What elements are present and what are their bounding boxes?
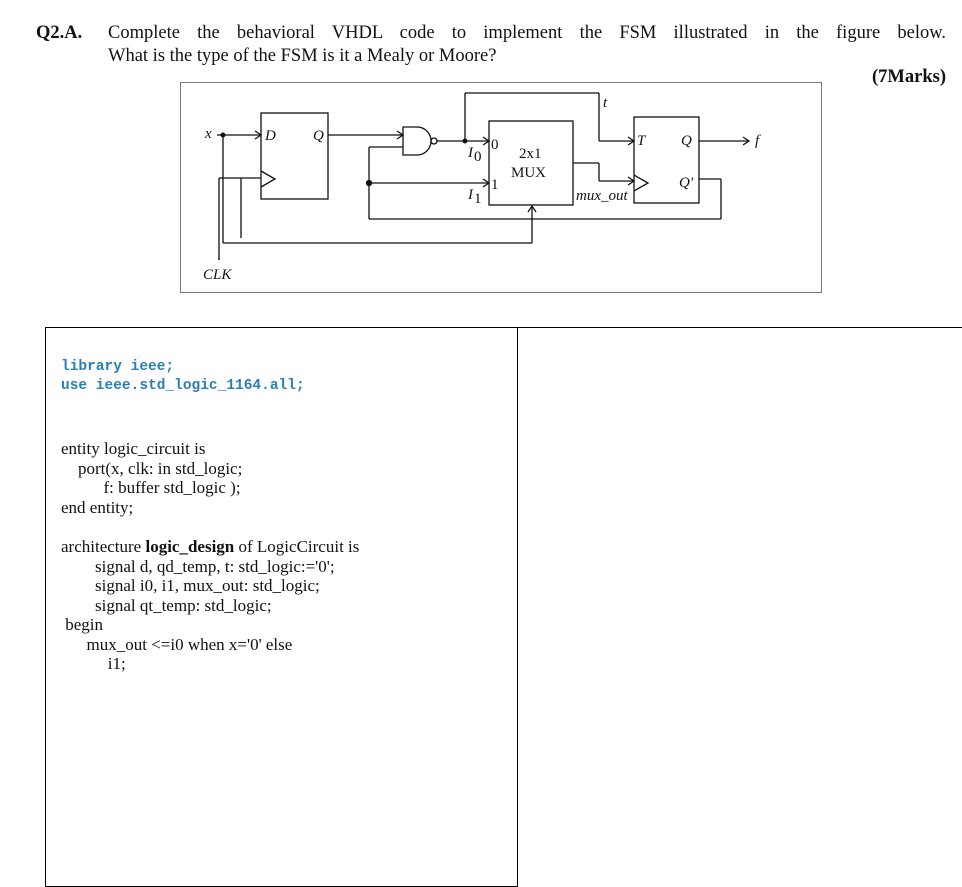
fsm-circuit-figure: [180, 82, 822, 293]
code-line-port: port(x, clk: in std_logic;: [61, 459, 243, 478]
question-text: [108, 22, 946, 68]
mux-input-0: 0: [491, 137, 499, 153]
x-label: x: [205, 126, 212, 142]
code-line-f: f: buffer std_logic );: [61, 478, 241, 497]
answer-table: [45, 327, 962, 887]
qbar-label: Q': [679, 175, 694, 191]
q2-label: Q: [681, 133, 692, 149]
code-line-architecture: [61, 537, 359, 557]
question-number: Q2.A.: [36, 23, 83, 43]
and-gate-shape: [403, 127, 431, 155]
code-cell[interactable]: [45, 327, 518, 887]
and-output-junction-dot: [463, 139, 468, 144]
arch-prefix: architecture: [61, 537, 146, 556]
d-ff-clock-triangle: [261, 171, 275, 187]
code-line-signal-3: signal qt_temp: std_logic;: [61, 596, 272, 615]
code-line-use: use ieee.std_logic_1164.all;: [61, 378, 305, 394]
t-wire-label: t: [603, 95, 608, 111]
i0-subscript: 0: [474, 149, 482, 165]
code-line-signal-2: signal i0, i1, mux_out: std_logic;: [61, 576, 320, 595]
t-input-label: T: [637, 133, 646, 149]
i0-label: I: [468, 145, 473, 161]
question-line-2: What is the type of the FSM is it a Mealy or Moore?: [108, 46, 497, 66]
answer-cell[interactable]: [517, 327, 962, 887]
mux-label-2x1: 2x1: [519, 146, 542, 162]
code-line-entity: entity logic_circuit is: [61, 439, 206, 458]
code-line-mux-1: mux_out <=i0 when x='0' else: [61, 635, 293, 654]
arch-name: logic_design: [145, 537, 235, 556]
x-junction-dot: [221, 133, 226, 138]
code-line-signal-1: signal d, qd_temp, t: std_logic:='0';: [61, 557, 335, 576]
mux-box: [489, 121, 573, 205]
circuit-diagram: [181, 83, 823, 294]
code-line-library: library ieee;: [61, 359, 175, 375]
code-line-mux-2: i1;: [61, 654, 126, 673]
q1-label: Q: [313, 128, 324, 144]
mux-out-label: mux_out: [576, 188, 628, 204]
code-line-begin: begin: [61, 615, 104, 634]
question-line-1: Complete the behavioral VHDL code to implement the FSM illustrated in the figure below.: [108, 23, 946, 43]
f-output-label: f: [755, 133, 760, 149]
clk-label: CLK: [203, 267, 232, 283]
i1-label: I: [468, 187, 473, 203]
d-label: D: [265, 128, 276, 144]
d-flipflop-box: [261, 113, 328, 199]
arch-suffix: of LogicCircuit is: [234, 537, 360, 556]
mux-input-1: 1: [491, 177, 499, 193]
code-line-end-entity: end entity;: [61, 498, 134, 517]
mux-label-mux: MUX: [511, 165, 547, 181]
i1-subscript: 1: [474, 191, 482, 207]
marks-label: (7Marks): [872, 67, 946, 87]
